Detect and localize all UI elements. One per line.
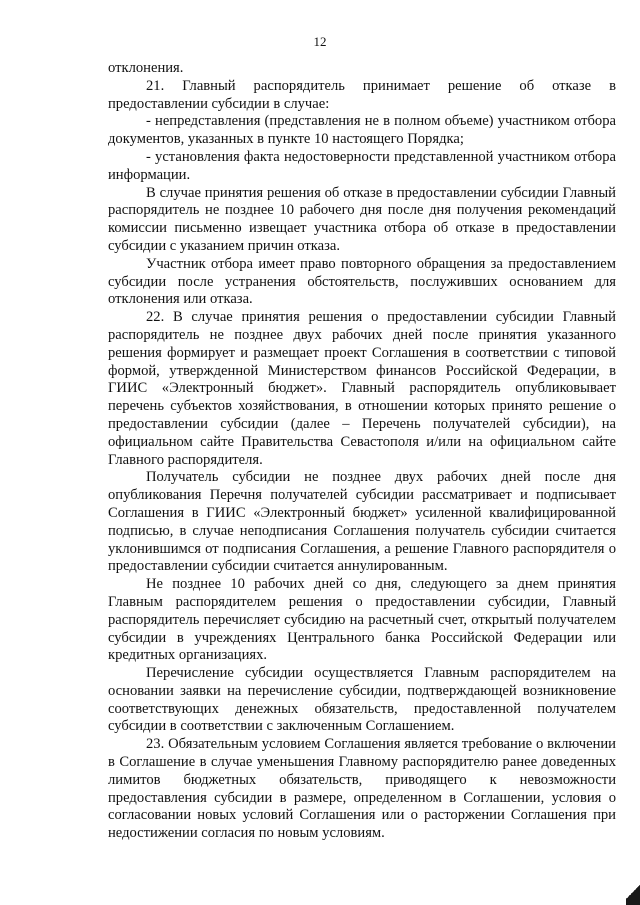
paragraph-1: отклонения. xyxy=(108,60,184,76)
document-body xyxy=(108,60,616,843)
paragraph-refusal-notice: В случае принятия решения об отказе в предоставлении субсидии Главный распорядитель не позднее 10 рабочего дня после дня получения рекомендаций комиссии письменно извещает участника отбора об отказе в предоставлении субсидии с указанием причин отказа. xyxy=(108,184,616,254)
paragraph-signing: Получатель субсидии не позднее двух рабочих дней после дня опубликования Перечня получателей субсидии рассматривает и подписывает Соглашения в ГИИС «Электронный бюджет» усиленной квалифицированной подписью, в случае неподписания Соглашения получатель субсидии считается уклонившимся от подписания Соглашения, а решение Главного распорядителя о предоставлении субсидии считается аннулированным. xyxy=(108,469,616,575)
paragraph-23: 23. Обязательным условием Соглашения является требование о включении в Соглашение в случае уменьшения Главному распорядителю ранее доведенных лимитов бюджетных обязательств, приводящего к невозможности предоставления субсидии в размере, определенном в Соглашении, условия о согласовании новых условий Соглашения или о расторжении Соглашения при недостижении согласия по новым условиям. xyxy=(108,736,616,842)
page-number: 12 xyxy=(313,34,327,49)
paragraph-21-heading: 21. Главный распорядитель принимает решение об отказе в предоставлении субсидии в случае: xyxy=(108,77,616,112)
scan-edge-shadow xyxy=(626,879,640,905)
paragraph-reapply-right: Участник отбора имеет право повторного обращения за предоставлением субсидии после устранения обстоятельств, послуживших основанием для отклонения или отказа. xyxy=(108,255,616,308)
paragraph-transfer-deadline: Не позднее 10 рабочих дней со дня, следующего за днем принятия Главным распорядителем решения о предоставлении субсидии, Главный распорядитель перечисляет субсидию на расчетный счет, открытый получателем субсидии в учреждениях Центрального банка Российской Федерации или кредитных организациях. xyxy=(108,576,616,664)
paragraph-21-item-1: - непредставления (представления не в полном объеме) участником отбора документов, указанных в пункте 10 настоящего Порядка; xyxy=(108,113,616,148)
paragraph-22: 22. В случае принятия решения о предоставлении субсидии Главный распорядитель не позднее двух рабочих дней после принятия указанного решения формирует и размещает проект Соглашения в соответствии с типовой формой, утвержденной Министерством финансов Российской Федерации, в ГИИС «Электронный бюджет». Главный распорядитель опубликовывает перечень субъектов хозяйствования, в отношении которых принято решение о предоставлении субсидии (далее – Перечень получателей субсидии), на официальном сайте Правительства Севастополя и/или на официальном сайте Главного распорядителя. xyxy=(108,309,616,468)
paragraph-21-item-2: - установления факта недостоверности представленной участником отбора информации. xyxy=(108,148,616,183)
paragraph-transfer-basis: Перечисление субсидии осуществляется Главным распорядителем на основании заявки на перечисление субсидии, подтверждающей возникновение соответствующих денежных обязательств, предоставленной получателем субсидии в соответствии с заключенным Соглашением. xyxy=(108,665,616,735)
